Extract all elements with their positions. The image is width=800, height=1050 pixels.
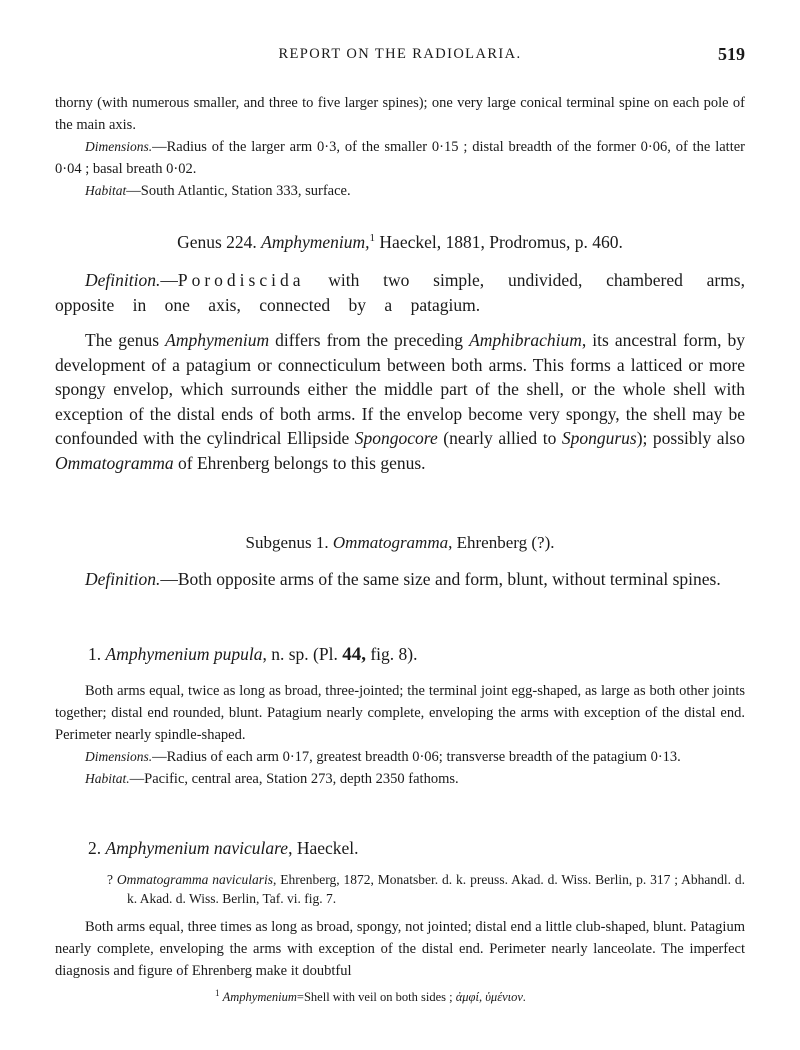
description-spongurus: Spongurus	[561, 428, 637, 448]
subgenus-suffix: , Ehrenberg (?).	[448, 533, 555, 552]
species-1-dimensions-text: —Radius of each arm 0·17, greatest breadth 0·06; transverse breadth of the patagium 0·13.	[152, 749, 681, 765]
genus-prefix: Genus 224.	[177, 232, 257, 252]
species-2-description: Both arms equal, three times as long as broad, spongy, not jointed; distal end a little club-shaped, blunt. Patagium nearly complete, enveloping the arms with exception of the distal end. Perimeter nearly lanceolate. The imperfect diagnosis and figure of Ehrenberg make it doubtful	[55, 919, 745, 979]
description-text-5: ); possibly also	[636, 428, 745, 448]
synonym-name: Ommatogramma navicularis	[116, 872, 274, 887]
definition-dash: —	[160, 270, 178, 290]
footnote-term: Amphymenium	[222, 990, 297, 1005]
subgenus-name: Ommatogramma	[332, 533, 449, 552]
continuation-text: thorny (with numerous smaller, and three to five larger spines); one very large conical terminal spine on each pole of the main axis.	[55, 95, 745, 133]
species-1-dimensions	[55, 746, 745, 768]
subgenus-heading	[55, 533, 745, 553]
page-number: 519	[718, 44, 745, 64]
subgenus-definition-label: Definition.	[85, 569, 161, 589]
description-genus-name: Amphymenium	[165, 330, 270, 350]
description-text-3: , its ancestral form, by development of a patagium or connecticulum between both arms. This forms a latticed or more spongy envelop, which surrounds either the middle part of the shell, or the whole shell with exception of the distal ends of both arms. If the envelop become very spongy, the shell may be confounded with the cylindrical Ellipside	[55, 330, 745, 448]
description-text-6: of Ehrenberg belongs to this genus.	[173, 452, 426, 473]
species-1-habitat	[55, 768, 745, 790]
species-2-author: , Haeckel.	[288, 838, 359, 858]
dimensions-text: —Radius of the larger arm 0·3, of the smaller 0·15 ; distal breadth of the former 0·06, of the latter 0·04 ; basal breath 0·02.	[55, 139, 745, 177]
description-ommatogramma: Ommatogramma	[55, 452, 174, 473]
species-1-dimensions-label: Dimensions.	[85, 749, 153, 764]
description-text-1: The genus	[85, 330, 166, 350]
subgenus-definition	[55, 567, 745, 592]
description-text-2: differs from the preceding	[269, 330, 470, 350]
species-2-body	[55, 916, 745, 982]
definition-label: Definition.	[85, 270, 161, 290]
synonym-text: , Ehrenberg, 1872, Monatsber. d. k. preuss. Akad. d. Wiss. Berlin, p. 317 ; Abhandl. d. k. Akad. d. Wiss. Berlin, Taf. vi. fig. 7.	[127, 872, 746, 906]
species-1-description: Both arms equal, twice as long as broad, three-jointed; the terminal joint egg-shaped, as large as both other joints together; distal end rounded, blunt. Patagium nearly complete, enveloping the arms with exception of the distal end. Perimeter nearly spindle-shaped.	[55, 683, 745, 743]
footnote-text: =Shell with veil on both sides ;	[296, 990, 456, 1005]
species-1-author: , n. sp. (Pl.	[262, 644, 343, 664]
description-ancestor-name: Amphibrachium	[469, 330, 582, 350]
synonym-mark: ?	[107, 872, 117, 887]
definition-group: Porodiscida	[177, 270, 305, 290]
continuation-block	[55, 92, 745, 202]
genus-description	[55, 328, 745, 475]
running-head	[55, 46, 745, 70]
footnote-greek: ἀμφί, ὑμένιον.	[455, 990, 527, 1005]
species-1-plate: 44,	[342, 644, 366, 665]
species-1-number: 1.	[88, 644, 102, 664]
genus-heading	[55, 232, 745, 253]
definition-text: with two simple, undivided, chambered arms, opposite in one axis, connected by a patagium.	[55, 270, 745, 315]
species-1-title	[88, 644, 418, 666]
genus-name: Amphymenium,	[261, 232, 370, 252]
species-2-synonym	[107, 870, 745, 908]
species-2-number: 2.	[88, 838, 102, 858]
running-title: REPORT ON THE RADIOLARIA.	[278, 46, 522, 62]
species-1-habitat-text: —Pacific, central area, Station 273, depth 2350 fathoms.	[129, 771, 459, 787]
species-1-figure: fig. 8).	[365, 644, 418, 664]
genus-suffix: Haeckel, 1881, Prodromus, p. 460.	[375, 232, 623, 252]
genus-definition	[55, 268, 745, 317]
species-2-name: Amphymenium naviculare	[105, 838, 289, 858]
subgenus-prefix: Subgenus 1.	[245, 533, 333, 552]
dimensions-paragraph	[55, 136, 745, 180]
habitat-label: Habitat	[85, 183, 127, 198]
subgenus-definition-text: —Both opposite arms of the same size and form, blunt, without terminal spines.	[160, 569, 721, 589]
species-1-habitat-label: Habitat.	[85, 771, 130, 786]
species-1-body	[55, 680, 745, 790]
footnote-mark: 1	[215, 988, 220, 998]
species-2-title	[88, 838, 359, 859]
habitat-paragraph	[55, 180, 745, 202]
habitat-text: —South Atlantic, Station 333, surface.	[126, 183, 351, 199]
description-text-4: (nearly allied to	[437, 428, 562, 448]
footnote	[215, 988, 526, 1005]
description-spongocore: Spongocore	[354, 428, 438, 448]
genus-footnote-mark: 1	[369, 232, 376, 245]
species-1-name: Amphymenium pupula	[105, 644, 263, 664]
page	[55, 0, 745, 1050]
dimensions-label: Dimensions.	[85, 139, 153, 154]
